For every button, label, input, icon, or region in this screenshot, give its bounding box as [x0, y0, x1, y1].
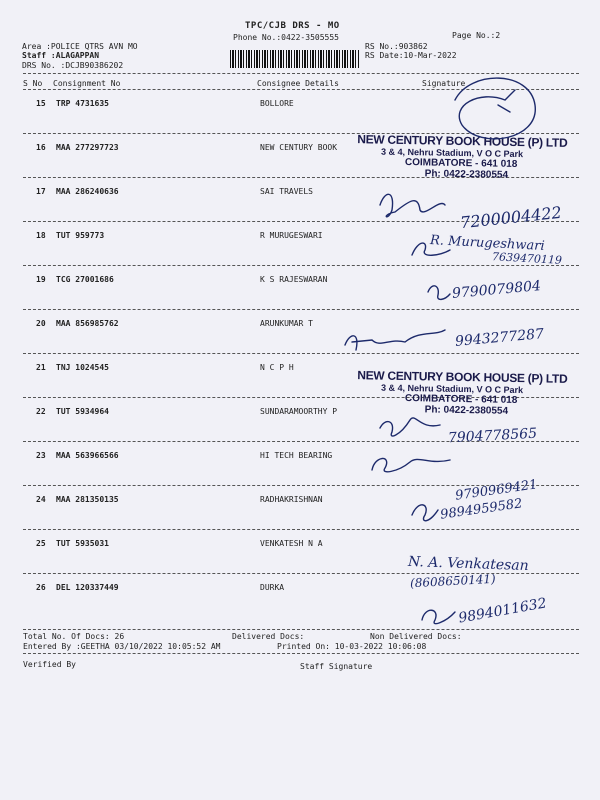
row-consignment: TCG 27001686 — [56, 275, 114, 284]
phone-number: Phone No.:0422-3505555 — [233, 33, 339, 42]
row-sno: 26 — [36, 583, 46, 592]
column-consignee: Consignee Details — [257, 79, 339, 88]
signature-mark — [428, 286, 450, 300]
company-stamp: NEW CENTURY BOOK HOUSE (P) LTD 3 & 4, Nehru Stadium, V O C Park COIMBATORE - 641 018 Ph: 0422-2380554 — [357, 132, 568, 181]
handwritten-phone: 9894011632 — [457, 595, 548, 627]
row-sno: 24 — [36, 495, 46, 504]
row-consignment: DEL 120337449 — [56, 583, 119, 592]
signature-mark — [372, 458, 450, 471]
row-sno: 15 — [36, 99, 46, 108]
divider — [23, 629, 579, 630]
total-docs: Total No. Of Docs: 26 — [23, 632, 125, 641]
row-consignment: TNJ 1024545 — [56, 363, 109, 372]
handwritten-phone: 7200004422 — [459, 202, 563, 233]
row-consignee: SAI TRAVELS — [260, 187, 313, 196]
row-sno: 23 — [36, 451, 46, 460]
column-consignment: Consignment No — [53, 79, 121, 88]
row-consignee: R MURUGESWARI — [260, 231, 323, 240]
row-consignment: TRP 4731635 — [56, 99, 109, 108]
row-consignee: ARUNKUMAR T — [260, 319, 313, 328]
row-consignee: RADHAKRISHNAN — [260, 495, 323, 504]
row-consignee: HI TECH BEARING — [260, 451, 333, 460]
entered-by: Entered By :GEETHA 03/10/2022 10:05:52 AM — [23, 642, 221, 651]
non-delivered-docs: Non Delivered Docs: — [370, 632, 462, 641]
signature-mark — [380, 418, 440, 436]
row-consignee: N C P H — [260, 363, 294, 372]
rs-date: RS Date:10-Mar-2022 — [365, 51, 457, 60]
handwritten-phone: 9943277287 — [454, 326, 545, 350]
handwritten-phone: 7904778565 — [447, 425, 538, 447]
handwritten-name: N. A. Venkatesan — [407, 553, 529, 575]
column-sno: S No — [23, 79, 43, 88]
row-sno: 19 — [36, 275, 46, 284]
row-sno: 20 — [36, 319, 46, 328]
staff-label: Staff :ALAGAPPAN — [22, 51, 100, 60]
row-consignee: BOLLORE — [260, 99, 294, 108]
signature-mark — [345, 330, 445, 350]
handwritten-phone: 7639470119 — [491, 250, 563, 267]
handwritten-phone: 9790969421 — [454, 477, 539, 504]
divider — [23, 653, 579, 654]
row-consignment: MAA 277297723 — [56, 143, 119, 152]
row-sno: 18 — [36, 231, 46, 240]
page-number: Page No.:2 — [452, 31, 501, 40]
delivered-docs: Delivered Docs: — [232, 632, 305, 641]
row-consignee: NEW CENTURY BOOK — [260, 143, 338, 152]
row-consignment: MAA 856985762 — [56, 319, 119, 328]
row-consignment: MAA 563966566 — [56, 451, 119, 460]
row-consignment: MAA 281350135 — [56, 495, 119, 504]
row-sno: 17 — [36, 187, 46, 196]
signature-mark — [455, 78, 535, 139]
signature-mark — [412, 505, 438, 521]
row-sno: 25 — [36, 539, 46, 548]
row-consignment: TUT 959773 — [56, 231, 105, 240]
row-sno: 16 — [36, 143, 46, 152]
row-consignee: VENKATESH N A — [260, 539, 323, 548]
area-label: Area :POLICE QTRS AVN MO — [22, 42, 138, 51]
row-consignee: DURKA — [260, 583, 285, 592]
rs-number: RS No.:903862 — [365, 42, 428, 51]
document-title: TPC/CJB DRS - MO — [245, 21, 340, 31]
handwritten-phone: 9894959582 — [439, 496, 524, 523]
printed-on: Printed On: 10-03-2022 10:06:08 — [277, 642, 427, 651]
handwritten-phone: (8608650141) — [409, 571, 497, 591]
row-consignment: TUT 5935031 — [56, 539, 109, 548]
row-consignee: K S RAJESWARAN — [260, 275, 328, 284]
row-sno: 21 — [36, 363, 46, 372]
handwritten-name: R. Murugeshwari — [429, 233, 545, 254]
row-sno: 22 — [36, 407, 46, 416]
company-stamp: NEW CENTURY BOOK HOUSE (P) LTD 3 & 4, Nehru Stadium, V O C Park COIMBATORE - 641 018 Ph: 0422-2380554 — [357, 368, 568, 417]
row-consignee: SUNDARAMOORTHY P — [260, 407, 338, 416]
signature-mark — [380, 194, 445, 216]
verified-by: Verified By — [23, 660, 76, 669]
row-consignment: TUT 5934964 — [56, 407, 109, 416]
drs-number: DRS No. :DCJB90386202 — [22, 61, 124, 70]
staff-signature-label: Staff Signature — [300, 662, 373, 671]
signature-mark — [422, 610, 455, 623]
handwritten-phone: 9790079804 — [451, 278, 542, 302]
row-consignment: MAA 286240636 — [56, 187, 119, 196]
column-signature: Signature — [422, 79, 466, 88]
